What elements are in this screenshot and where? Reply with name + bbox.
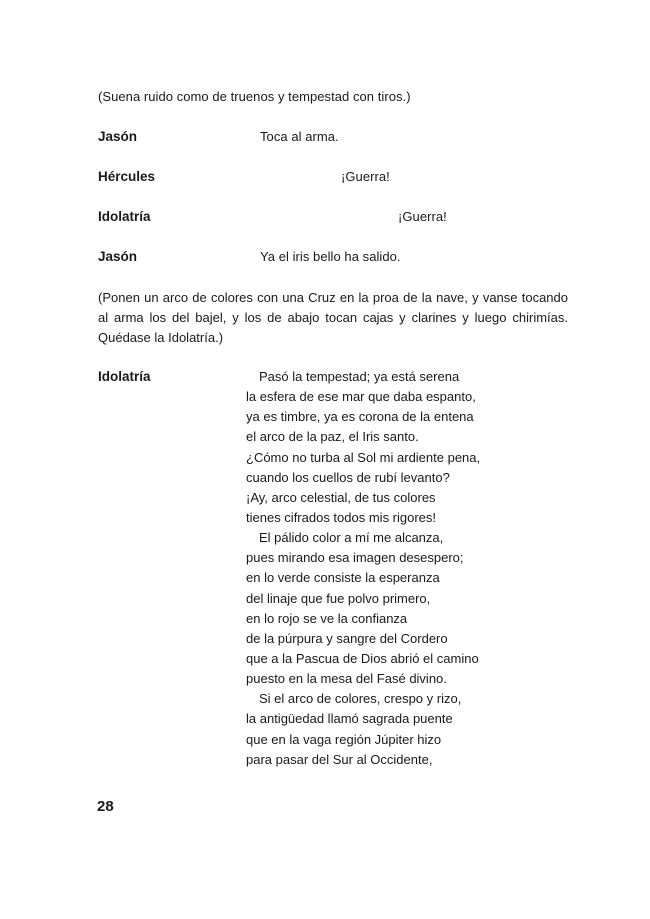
verse-line: la antigüedad llamó sagrada puente (246, 711, 453, 727)
verse-line: de la púrpura y sangre del Cordero (246, 630, 448, 646)
verse-line: en lo rojo se ve la confianza (246, 610, 408, 626)
dialogue-line: Ya el iris bello ha salido. (260, 249, 401, 264)
speaker-hercules: Hércules (98, 169, 156, 184)
dialogue-line: ¡Guerra! (398, 209, 447, 224)
verse-line: cuando los cuellos de rubí levanto? (246, 469, 450, 485)
verse-line: Pasó la tempestad; ya está serena (259, 369, 460, 384)
verse-line: del linaje que fue polvo primero, (246, 590, 431, 606)
speaker-jason: Jasón (98, 129, 138, 144)
stage-direction-storm: (Suena ruido como de truenos y tempestad con tiros.) (98, 89, 411, 104)
verse-line: el arco de la paz, el Iris santo. (246, 429, 419, 445)
page-number: 28 (97, 798, 114, 815)
dialogue-line: ¡Guerra! (341, 169, 390, 184)
verse-line: ya es timbre, ya es corona de la entena (246, 409, 474, 425)
speaker-idolatria: Idolatría (98, 369, 151, 384)
verse-line: Si el arco de colores, crespo y rizo, (259, 691, 462, 707)
verse-line: la esfera de ese mar que daba espanto, (246, 389, 476, 405)
speaker-idolatria: Idolatría (98, 209, 151, 224)
verse-line: pues mirando esa imagen desespero; (246, 550, 464, 566)
dialogue-line: Toca al arma. (260, 129, 339, 144)
verse-line: que a la Pascua de Dios abrió el camino (246, 650, 479, 666)
verse-line: en lo verde consiste la esperanza (246, 570, 440, 586)
verse-line: que en la vaga región Júpiter hizo (246, 731, 442, 747)
stage-direction-rainbow: (Ponen un arco de colores con una Cruz en la proa de la nave, y vanse tocando al arma los del bajel, y los de abajo tocan cajas y clarines y luego chirimías. Quédase la Idolatría.) (98, 290, 568, 345)
verse-line: para pasar del Sur al Occidente, (246, 751, 433, 767)
verse-line: ¡Ay, arco celestial, de tus colores (246, 489, 436, 505)
verse-line: ¿Cómo no turba al Sol mi ardiente pena, (246, 449, 481, 465)
verse-block (246, 367, 480, 770)
verse-line: El pálido color a mí me alcanza, (259, 530, 444, 546)
speaker-jason: Jasón (98, 249, 138, 264)
verse-line: tienes cifrados todos mis rigores! (246, 509, 437, 525)
verse-line: puesto en la mesa del Fasé divino. (246, 671, 447, 687)
